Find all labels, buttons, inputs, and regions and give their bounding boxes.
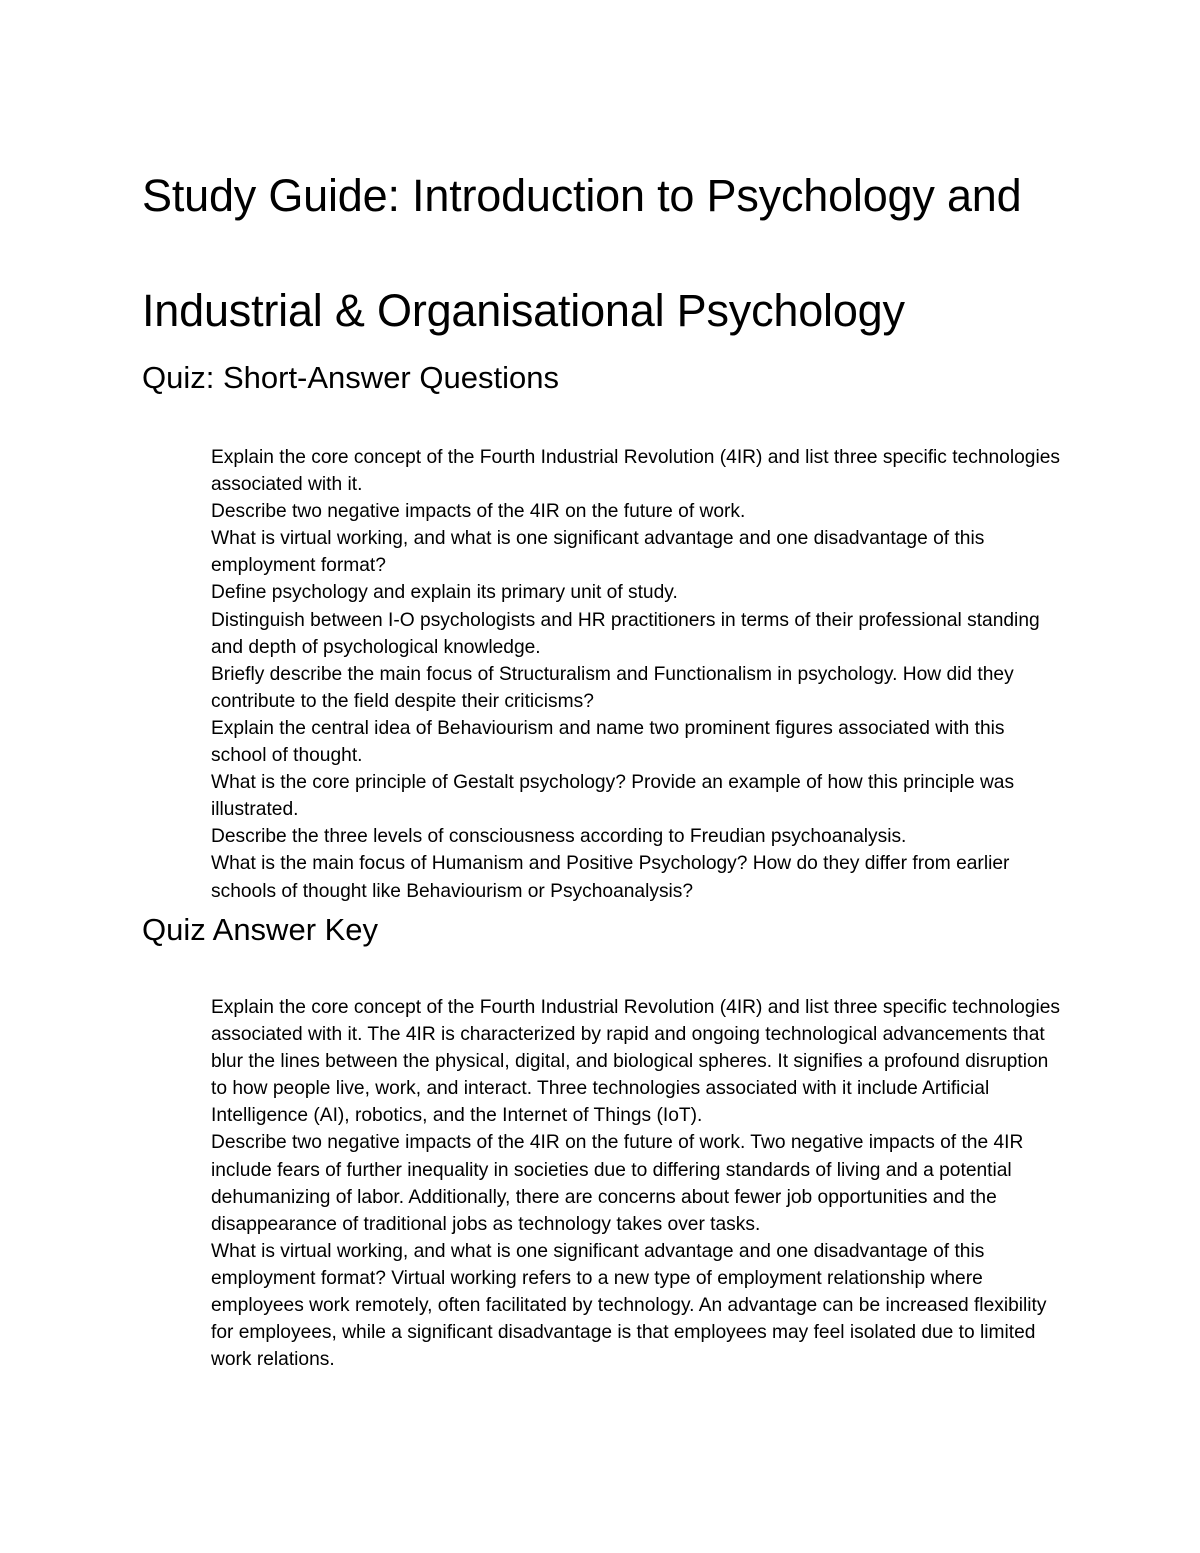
answer-item: Describe two negative impacts of the 4IR on the future of work. Two negative impacts of the 4IR include fears of further inequality in societies due to differing standards of living and a potential dehumanizing of labor. Additionally, there are concerns about fewer job opportunities and the disappearance of traditional jobs as technology takes over tasks. (211, 1132, 1024, 1235)
question-item: What is the core principle of Gestalt psychology? Provide an example of how this principle was illustrated. (211, 772, 1015, 821)
question-item: Explain the central idea of Behaviourism and name two prominent figures associated with this school of thought. (211, 717, 1005, 767)
document-title: Study Guide: Introduction to Psychology and Industrial & Organisational Psychology (142, 170, 1022, 336)
question-item: Explain the core concept of the Fourth Industrial Revolution (4IR) and list three specific technologies associated with it. (211, 447, 1060, 496)
answer-key-heading: Quiz Answer Key (142, 912, 379, 947)
question-list (211, 444, 1061, 905)
question-item: Distinguish between I-O psychologists and HR practitioners in terms of their professional standing and depth of psychological knowledge. (211, 609, 1040, 658)
quiz-heading: Quiz: Short-Answer Questions (142, 360, 559, 395)
answer-item: Explain the core concept of the Fourth Industrial Revolution (4IR) and list three specific technologies associated with it. The 4IR is characterized by rapid and ongoing technological advancements that blur the lines between the physical, digital, and biological spheres. It signifies a profound disruption to how people live, work, and interact. Three technologies associated with it include Artificial Intelligence (AI), robotics, and the Internet of Things (IoT). (211, 997, 1060, 1127)
question-item: What is the main focus of Humanism and Positive Psychology? How do they differ from earlier schools of thought like Behaviourism or Psychoanalysis? (211, 853, 1010, 902)
answer-item: What is virtual working, and what is one significant advantage and one disadvantage of this employment format? Virtual working refers to a new type of employment relationship where employees work remotely, often facilitated by technology. An advantage can be increased flexibility for employees, while a significant disadvantage is that employees may feel isolated due to limited work relations. (211, 1240, 1047, 1371)
question-item: Briefly describe the main focus of Structuralism and Functionalism in psychology. How did they contribute to the field despite their criticisms? (211, 663, 1014, 712)
question-item: Define psychology and explain its primary unit of study. (211, 582, 678, 604)
answer-list (211, 994, 1061, 1373)
question-item: Describe the three levels of consciousness according to Freudian psychoanalysis. (211, 826, 907, 848)
question-item: What is virtual working, and what is one significant advantage and one disadvantage of this employment format? (211, 528, 985, 577)
question-item: Describe two negative impacts of the 4IR on the future of work. (211, 501, 746, 523)
